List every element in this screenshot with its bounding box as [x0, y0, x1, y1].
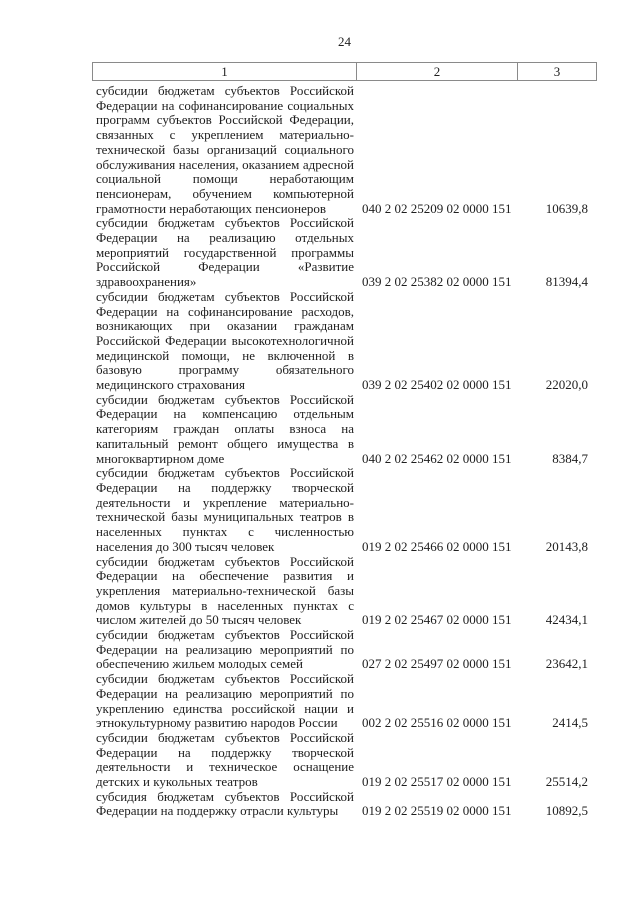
table-body: [92, 81, 597, 819]
header-cell-2: 2: [357, 63, 518, 80]
table-row: [92, 216, 597, 290]
row-amount: 10892,5: [545, 803, 588, 819]
table-row: [92, 290, 597, 393]
row-amount: 8384,7: [552, 450, 588, 466]
row-code: 002 2 02 25516 02 0000 151: [362, 715, 512, 731]
table-row: [92, 84, 597, 216]
row-code: 019 2 02 25466 02 0000 151: [362, 538, 512, 554]
row-description: субсидии бюджетам субъектов Российской Федерации на компенсацию отдельным категориям граждан оплаты взноса на капитальный ремонт общего имущества в многоквартирном доме: [96, 391, 354, 466]
table-row: [92, 555, 597, 629]
table-row: [92, 466, 597, 554]
row-description: субсидия бюджетам субъектов Российской Федерации на поддержку отрасли культуры: [96, 788, 354, 819]
row-code: 027 2 02 25497 02 0000 151: [362, 656, 512, 672]
row-amount: 2414,5: [552, 715, 588, 731]
table-row: [92, 731, 597, 790]
row-amount: 22020,0: [545, 377, 588, 393]
row-amount: 42434,1: [545, 612, 588, 628]
row-code: 019 2 02 25519 02 0000 151: [362, 803, 512, 819]
row-description: субсидии бюджетам субъектов Российской Федерации на реализацию мероприятий по обеспечению жильем молодых семей: [96, 627, 354, 672]
table-row: [92, 672, 597, 731]
budget-table: [92, 62, 597, 819]
table-row: [92, 628, 597, 672]
row-code: 040 2 02 25209 02 0000 151: [362, 200, 512, 216]
row-description: субсидии бюджетам субъектов Российской Федерации на обеспечение развития и укрепления материально-технической базы домов культуры в населенных пунктах с числом жителей до 50 тысяч человек: [96, 553, 354, 628]
row-code: 040 2 02 25462 02 0000 151: [362, 450, 512, 466]
row-amount: 81394,4: [545, 274, 588, 290]
row-code: 019 2 02 25467 02 0000 151: [362, 612, 512, 628]
header-cell-3: 3: [553, 64, 561, 79]
row-description: субсидии бюджетам субъектов Российской Федерации на поддержку творческой деятельности и техническое оснащение детских и кукольных театров: [96, 729, 354, 790]
row-code: 039 2 02 25402 02 0000 151: [362, 377, 512, 393]
row-code: 019 2 02 25517 02 0000 151: [362, 774, 512, 790]
table-row: [92, 393, 597, 467]
table-header-row: [92, 62, 597, 81]
page-number: 24: [338, 34, 351, 49]
row-description: субсидии бюджетам субъектов Российской Федерации на реализацию отдельных мероприятий государственной программы Российской Федерации «Развитие здравоохранения»: [96, 215, 354, 290]
row-description: субсидии бюджетам субъектов Российской Федерации на реализацию мероприятий по укреплению единства российской нации и этнокультурному развитию народов России: [96, 671, 354, 731]
row-amount: 10639,8: [545, 200, 588, 216]
table-row: [92, 790, 597, 819]
row-amount: 20143,8: [545, 538, 588, 554]
row-description: субсидии бюджетам субъектов Российской Федерации на софинансирование социальных программ субъектов Российской Федерации, связанных с укреплением материально-технической базы организаций социального обслуживания населения, оказанием адресной социальной помощи неработающим пенсионерам, обучением компьютерной грамотности неработающих пенсионеров: [96, 83, 354, 216]
row-description: субсидии бюджетам субъектов Российской Федерации на софинансирование расходов, возникающих при оказании гражданам Российской Федерации высокотехнологичной медицинской помощи, не включенной в базовую программу обязательного медицинского страхования: [96, 288, 354, 393]
header-cell-1: 1: [93, 63, 357, 80]
row-amount: 23642,1: [545, 656, 588, 672]
row-description: субсидии бюджетам субъектов Российской Федерации на поддержку творческой деятельности и укрепление материально-технической базы муниципальных театров в населенных пунктах с численностью населения до 300 тысяч человек: [96, 465, 354, 554]
row-code: 039 2 02 25382 02 0000 151: [362, 274, 512, 290]
row-amount: 25514,2: [545, 774, 588, 790]
